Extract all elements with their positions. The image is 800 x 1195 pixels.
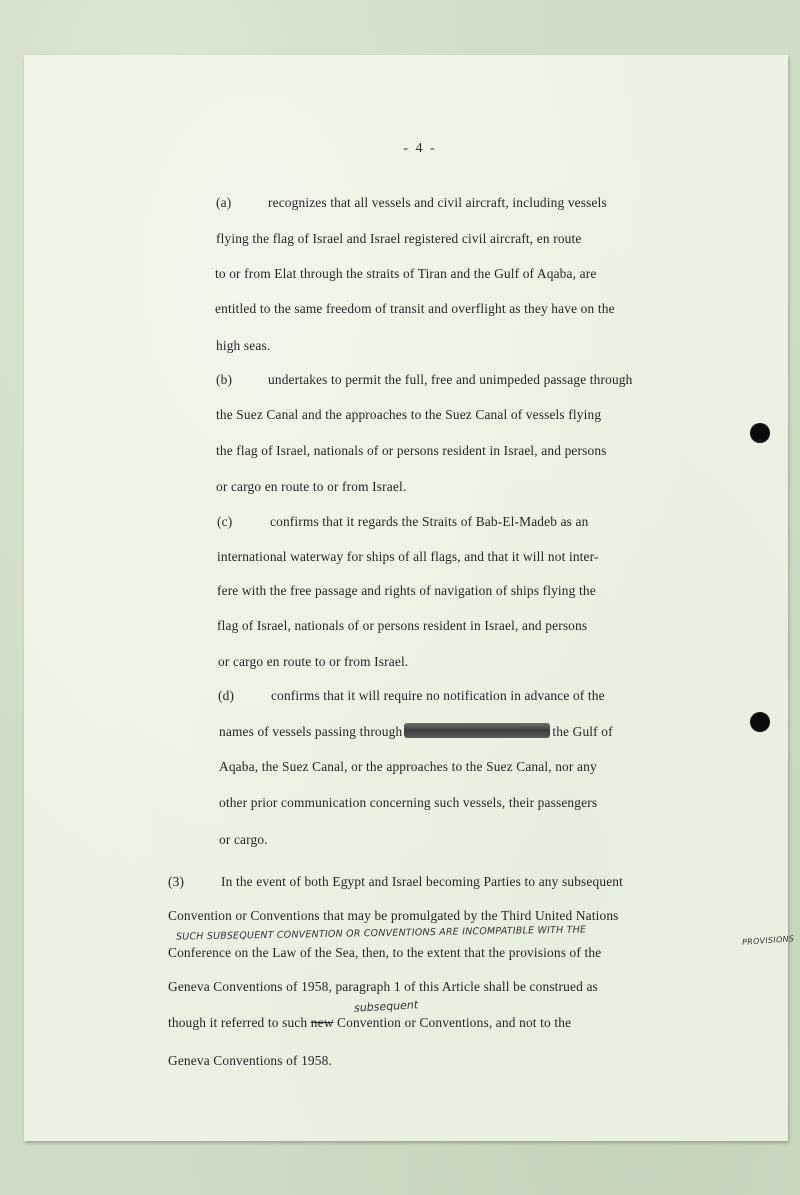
item-b-line-1: [216, 372, 633, 388]
item-d-line-3: Aqaba, the Suez Canal, or the approaches to the Suez Canal, nor any: [219, 759, 597, 774]
item-c-text-1: confirms that it regards the Straits of Bab-El-Madeb as an: [270, 514, 589, 529]
page-number: - 4 -: [403, 141, 437, 156]
punch-hole-upper: [750, 423, 770, 443]
paragraph-3-line-2: Convention or Conventions that may be promulgated by the Third United Nations: [168, 908, 619, 923]
item-a-label: (a): [216, 195, 232, 210]
item-d-line-2: [219, 723, 613, 740]
handwritten-margin-note: PROVISIONS: [741, 934, 795, 947]
handwritten-insertion: SUCH SUBSEQUENT CONVENTION OR CONVENTIONS ARE INCOMPATIBLE WITH THE: [175, 924, 587, 943]
paragraph-3-text-5a: though it referred to such: [168, 1015, 308, 1030]
item-d-label: (d): [218, 688, 235, 703]
item-b-text-1: undertakes to permit the full, free and unimpeded passage through: [268, 372, 633, 387]
item-a-line-5: high seas.: [216, 338, 271, 353]
paragraph-3-text-5b: Convention or Conventions, and not to the: [337, 1015, 572, 1030]
paragraph-3-line-1: [168, 874, 623, 890]
item-a-text-1: recognizes that all vessels and civil aircraft, including vessels: [268, 195, 607, 210]
paragraph-3-line-3: Conference on the Law of the Sea, then, to the extent that the provisions of the: [168, 945, 602, 960]
item-d-line-1: [218, 688, 605, 704]
paragraph-3-label: (3): [168, 874, 185, 889]
item-c-line-5: or cargo en route to or from Israel.: [218, 654, 409, 669]
item-d-text-2a: names of vessels passing through: [219, 724, 403, 739]
item-c-line-1: [217, 514, 588, 530]
item-d-text-2b: the Gulf of: [552, 724, 613, 739]
paragraph-3-text-1: In the event of both Egypt and Israel becoming Parties to any subsequent: [221, 874, 624, 889]
item-a-line-3: to or from Elat through the straits of Tiran and the Gulf of Aqaba, are: [215, 266, 597, 281]
redaction-mark: [404, 723, 550, 738]
item-b-line-4: or cargo en route to or from Israel.: [216, 479, 407, 494]
item-b-line-3: the flag of Israel, nationals of or persons resident in Israel, and persons: [216, 443, 607, 458]
item-c-label: (c): [217, 514, 233, 529]
item-c-line-3: fere with the free passage and rights of navigation of ships flying the: [217, 583, 596, 598]
paragraph-3-line-4: Geneva Conventions of 1958, paragraph 1 of this Article shall be construed as: [168, 979, 598, 994]
punch-hole-lower: [750, 712, 770, 732]
struck-word: new: [310, 1015, 334, 1030]
item-c-line-2: international waterway for ships of all flags, and that it will not inter-: [217, 549, 599, 564]
item-b-line-2: the Suez Canal and the approaches to the Suez Canal of vessels flying: [216, 407, 602, 422]
item-d-text-1: confirms that it will require no notification in advance of the: [271, 688, 605, 703]
item-b-label: (b): [216, 372, 233, 387]
item-d-line-4: other prior communication concerning such vessels, their passengers: [219, 795, 598, 810]
item-a-line-4: entitled to the same freedom of transit and overflight as they have on the: [215, 301, 615, 316]
item-c-line-4: flag of Israel, nationals of or persons resident in Israel, and persons: [217, 618, 588, 633]
paragraph-3-line-6: Geneva Conventions of 1958.: [168, 1053, 332, 1068]
item-d-line-5: or cargo.: [219, 832, 268, 847]
handwritten-replacement: subsequent: [353, 998, 419, 1015]
item-a-line-1: [216, 195, 607, 211]
paragraph-3-line-5: [168, 1015, 571, 1031]
item-a-line-2: flying the flag of Israel and Israel registered civil aircraft, en route: [216, 231, 582, 246]
